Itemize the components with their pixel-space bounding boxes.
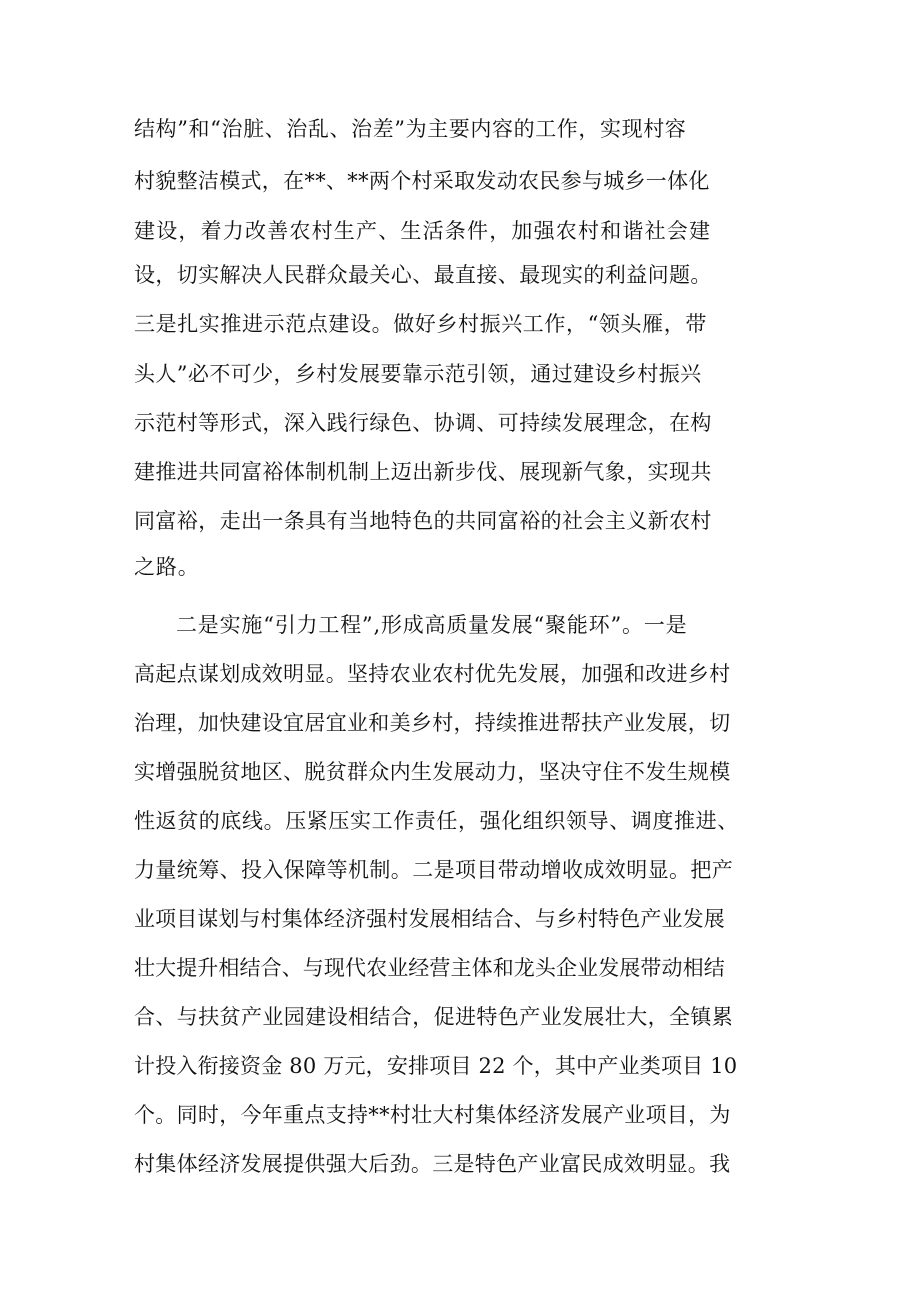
text-line: 业项目谋划与村集体经济强村发展相结合、与乡村特色产业发展 [134, 907, 725, 931]
text-line: 头人”必不可少，乡村发展要靠示范引领，通过建设乡村振兴 [134, 362, 702, 386]
text-line: 建设，着力改善农村生产、生活条件，加强农村和谐社会建 [134, 219, 712, 243]
text-line: 性返贫的底线。压紧压实工作责任，强化组织领导、调度推进、 [134, 809, 739, 833]
text-line: 之路。 [134, 555, 200, 579]
text-line: 示范村等形式，深入践行绿色、协调、可持续发展理念，在构 [134, 411, 712, 435]
text-line: 力量统筹、投入保障等机制。二是项目带动增收成效明显。把产 [134, 858, 734, 882]
text-line: 建推进共同富裕体制机制上迈出新步伐、展现新气象，实现共 [134, 460, 712, 484]
text-line: 壮大提升相结合、与现代农业经营主体和龙头企业发展带动相结 [134, 956, 725, 980]
text-line: 计投入衔接资金 80 万元，安排项目 22 个，其中产业类项目 10 [134, 1054, 738, 1078]
text-line: 设，切实解决人民群众最关心、最直接、最现实的利益问题。 [134, 263, 712, 287]
text-line: 实增强脱贫地区、脱贫群众内生发展动力，坚决守住不发生规模 [134, 760, 731, 784]
text-line: 村貌整洁模式，在**、**两个村采取发动农民参与城乡一体化 [134, 169, 710, 193]
text-line: 高起点谋划成效明显。坚持农业农村优先发展，加强和改进乡村 [134, 662, 731, 686]
text-line: 合、与扶贫产业园建设相结合，促进特色产业发展壮大，全镇累 [134, 1005, 734, 1029]
text-line: 同富裕，走出一条具有当地特色的共同富裕的社会主义新农村 [134, 509, 712, 533]
text-line: 治理，加快建设宜居宜业和美乡村，持续推进帮扶产业发展，切 [134, 711, 731, 735]
text-line: 结构”和“治脏、治乱、治差”为主要内容的工作，实现村容 [134, 117, 687, 141]
text-line: 二是实施“引力工程”,形成高质量发展“聚能环”。一是 [176, 613, 688, 637]
text-line: 三是扎实推进示范点建设。做好乡村振兴工作，“领头雁，带 [134, 312, 707, 336]
text-line: 个。同时，今年重点支持**村壮大村集体经济发展产业项目，为 [134, 1103, 731, 1127]
text-line: 村集体经济发展提供强大后劲。三是特色产业富民成效明显。我 [134, 1152, 731, 1176]
